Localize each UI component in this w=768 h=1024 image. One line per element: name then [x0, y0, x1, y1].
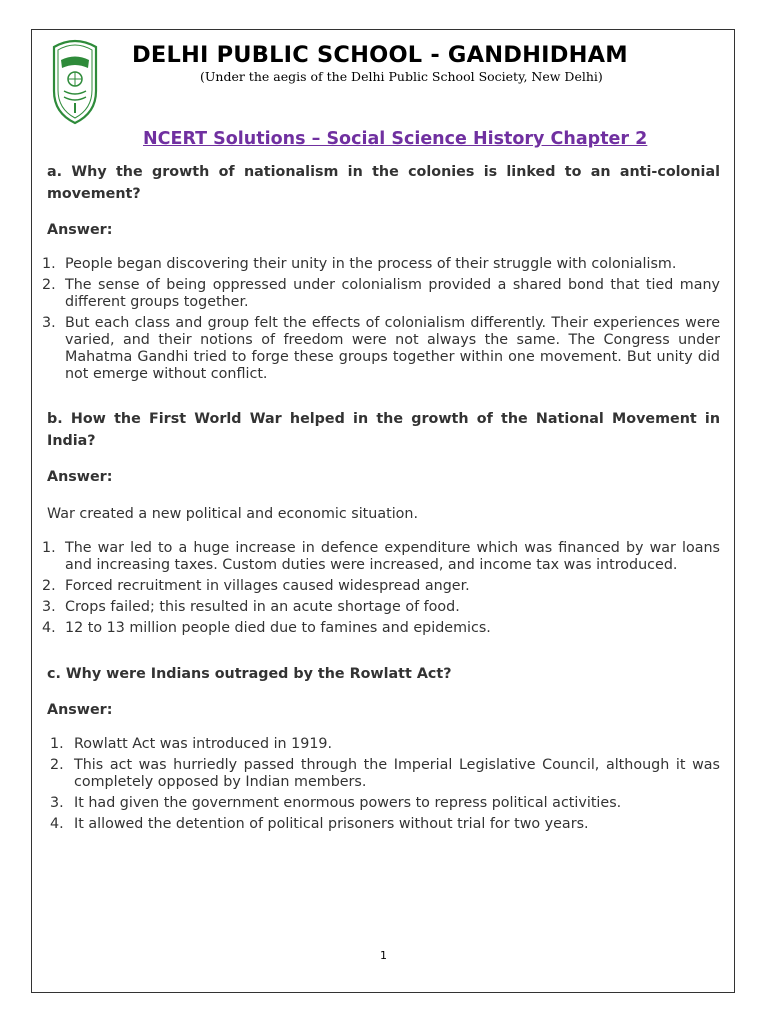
answer-list-a	[42, 256, 720, 387]
school-name: DELHI PUBLIC SCHOOL - GANDHIDHAM	[132, 42, 628, 68]
list-number: 4.	[50, 816, 64, 832]
list-number: 2.	[42, 578, 56, 594]
list-item	[42, 578, 720, 595]
list-number: 2.	[42, 277, 56, 293]
question-b: b. How the First World War helped in the growth of the National Movement in India?	[47, 411, 720, 449]
list-item	[42, 256, 720, 273]
list-number: 1.	[50, 736, 64, 752]
list-number: 3.	[50, 795, 64, 811]
list-number: 3.	[42, 315, 56, 331]
list-item	[42, 599, 720, 616]
list-number: 1.	[42, 256, 56, 272]
list-item-text: Crops failed; this resulted in an acute shortage of food.	[65, 599, 460, 615]
question-a: a. Why the growth of nationalism in the colonies is linked to an anti-colonial movement?	[47, 164, 720, 202]
list-item-text: Forced recruitment in villages caused widespread anger.	[65, 578, 470, 594]
list-item-text: 12 to 13 million people died due to famines and epidemics.	[65, 620, 491, 636]
list-item-text: People began discovering their unity in the process of their struggle with colonialism.	[65, 256, 677, 272]
list-item	[42, 277, 720, 311]
list-item-text: The war led to a huge increase in defence expenditure which was financed by war loans and increasing taxes. Custom duties were increased, and income tax was introduced.	[65, 540, 720, 573]
list-item-text: It had given the government enormous powers to repress political activities.	[74, 795, 622, 811]
list-number: 3.	[42, 599, 56, 615]
question-c: c. Why were Indians outraged by the Rowlatt Act?	[47, 666, 452, 682]
answer-list-b	[42, 540, 720, 641]
list-item-text: It allowed the detention of political prisoners without trial for two years.	[74, 816, 589, 832]
list-item	[42, 620, 720, 637]
list-item-text: The sense of being oppressed under colonialism provided a shared bond that tied many different groups together.	[65, 277, 720, 310]
answer-intro-b: War created a new political and economic situation.	[47, 506, 419, 522]
document-title[interactable]: NCERT Solutions – Social Science History Chapter 2	[143, 129, 648, 149]
list-item-text: But each class and group felt the effects of colonialism differently. Their experiences were varied, and their notions of freedom were not always the same. The Congress under Mahatma Gandhi tried to forge these groups together within one movement. But unity did not emerge without conflict.	[65, 315, 720, 382]
list-item	[47, 757, 720, 791]
answer-list-c	[47, 736, 720, 837]
list-item-text: Rowlatt Act was introduced in 1919.	[74, 736, 333, 752]
answer-label-b: Answer:	[47, 469, 113, 485]
list-number: 4.	[42, 620, 56, 636]
list-number: 2.	[50, 757, 64, 773]
list-number: 1.	[42, 540, 56, 556]
list-item-text: This act was hurriedly passed through the Imperial Legislative Council, although it was completely opposed by Indian members.	[74, 757, 720, 790]
list-item	[42, 315, 720, 383]
school-subtitle: (Under the aegis of the Delhi Public School Society, New Delhi)	[200, 69, 603, 84]
list-item	[47, 736, 720, 753]
page-number: 1	[380, 949, 387, 962]
list-item	[47, 816, 720, 833]
answer-label-c: Answer:	[47, 702, 113, 718]
list-item	[42, 540, 720, 574]
school-crest-logo-icon	[50, 33, 100, 125]
list-item	[47, 795, 720, 812]
answer-label-a: Answer:	[47, 222, 113, 238]
